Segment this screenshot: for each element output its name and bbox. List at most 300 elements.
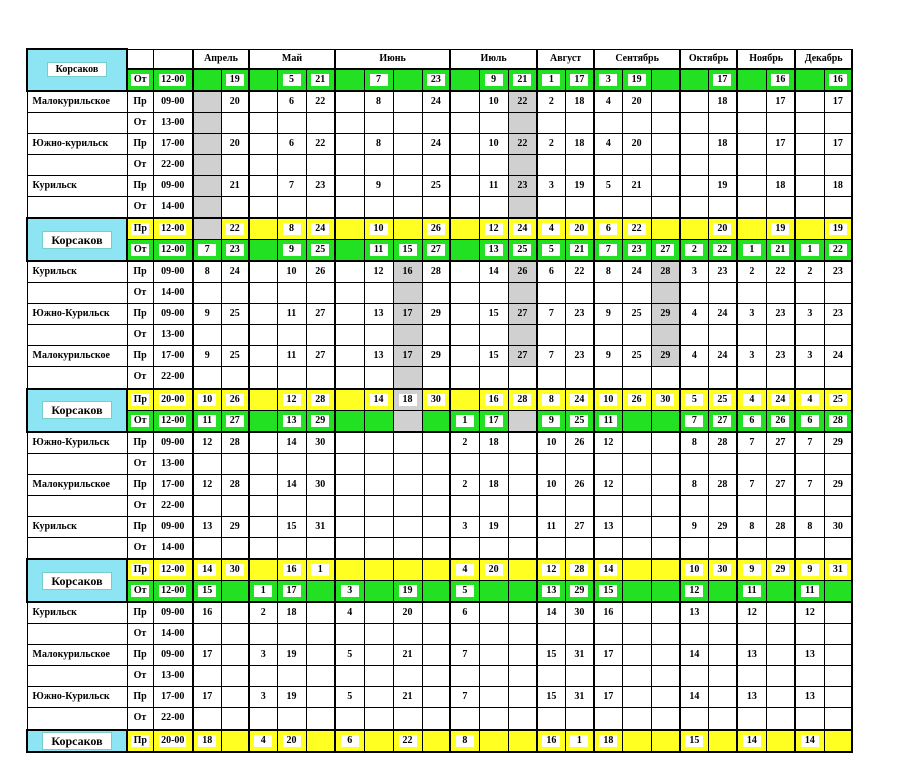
- day-cell: [277, 537, 306, 559]
- day-cell: [537, 112, 565, 133]
- day-cell: [450, 389, 479, 411]
- day-value: 12: [485, 223, 503, 235]
- day-value: 11: [743, 585, 761, 597]
- day-cell: [795, 218, 824, 240]
- day-cell: 19: [565, 175, 594, 196]
- place-name: Южно-Курильск: [27, 432, 127, 454]
- day-cell: [221, 283, 249, 304]
- day-cell: [766, 240, 795, 262]
- day-cell: [508, 645, 537, 666]
- day-value: 11: [198, 415, 216, 427]
- day-cell: 29: [651, 346, 680, 367]
- day-cell: [450, 69, 479, 91]
- day-cell: [766, 708, 795, 730]
- korsakov-cell: [27, 389, 127, 432]
- day-cell: 6: [537, 261, 565, 283]
- day-cell: 15: [537, 687, 565, 708]
- day-cell: [824, 283, 852, 304]
- day-cell: [479, 666, 508, 687]
- day-cell: [737, 325, 766, 346]
- time-label: 22-00: [153, 708, 193, 730]
- schedule-row: [27, 240, 880, 262]
- day-cell: [422, 687, 450, 708]
- day-cell: [422, 537, 450, 559]
- day-cell: [795, 708, 824, 730]
- day-cell: [824, 537, 852, 559]
- day-cell: [479, 389, 508, 411]
- day-cell: [249, 112, 277, 133]
- cell-value: 12-00: [161, 585, 185, 597]
- day-cell: 29: [708, 516, 737, 537]
- day-cell: 13: [795, 645, 824, 666]
- day-cell: [737, 283, 766, 304]
- day-cell: [479, 69, 508, 91]
- day-cell: [680, 325, 708, 346]
- day-cell: [277, 112, 306, 133]
- day-cell: [393, 730, 422, 752]
- day-cell: [594, 537, 622, 559]
- day-cell: 18: [565, 133, 594, 154]
- day-cell: [622, 112, 651, 133]
- day-cell: 12: [594, 474, 622, 495]
- day-cell: [221, 581, 249, 603]
- day-cell: 17: [393, 346, 422, 367]
- day-cell: 8: [737, 516, 766, 537]
- day-value: 4: [801, 394, 819, 406]
- day-value: 22: [226, 223, 244, 235]
- cell-value: От: [131, 244, 149, 256]
- day-cell: [824, 645, 852, 666]
- day-cell: [766, 453, 795, 474]
- day-value: 12: [685, 585, 703, 597]
- schedule-row: [27, 537, 880, 559]
- day-cell: [450, 495, 479, 516]
- day-cell: [277, 325, 306, 346]
- day-cell: [537, 69, 565, 91]
- day-cell: [249, 69, 277, 91]
- day-cell: [422, 112, 450, 133]
- day-cell: [422, 516, 450, 537]
- day-value: 1: [311, 564, 329, 576]
- day-cell: [306, 581, 335, 603]
- schedule-row: [27, 645, 880, 666]
- day-cell: 22: [565, 261, 594, 283]
- day-cell: [479, 154, 508, 175]
- day-cell: [795, 133, 824, 154]
- day-cell: [393, 410, 422, 432]
- day-cell: [249, 581, 277, 603]
- direction-label: От: [127, 154, 153, 175]
- day-value: 21: [771, 244, 789, 256]
- day-cell: [651, 474, 680, 495]
- day-value: 28: [829, 415, 847, 427]
- schedule-row: [27, 304, 880, 325]
- day-cell: 26: [306, 261, 335, 283]
- day-cell: [221, 69, 249, 91]
- day-cell: [766, 283, 795, 304]
- place-name: Южно-Курильск: [27, 304, 127, 325]
- day-cell: [249, 410, 277, 432]
- day-cell: [277, 666, 306, 687]
- day-cell: 23: [565, 304, 594, 325]
- day-cell: [565, 154, 594, 175]
- direction-label: [127, 240, 153, 262]
- direction-label: От: [127, 283, 153, 304]
- day-value: 21: [513, 74, 531, 86]
- direction-label: Пр: [127, 474, 153, 495]
- day-cell: 31: [565, 645, 594, 666]
- day-cell: [249, 196, 277, 218]
- day-cell: 25: [422, 175, 450, 196]
- day-value: 14: [198, 564, 216, 576]
- day-cell: [537, 708, 565, 730]
- month-header: Октябрь: [680, 49, 737, 69]
- day-cell: [508, 666, 537, 687]
- day-cell: [221, 112, 249, 133]
- day-value: 11: [370, 244, 388, 256]
- day-cell: [737, 112, 766, 133]
- day-cell: [479, 196, 508, 218]
- day-cell: [508, 708, 537, 730]
- day-cell: [651, 154, 680, 175]
- day-cell: [508, 112, 537, 133]
- day-value: 29: [771, 564, 789, 576]
- day-cell: 29: [824, 474, 852, 495]
- day-cell: [335, 410, 364, 432]
- day-cell: [824, 112, 852, 133]
- direction-label: От: [127, 708, 153, 730]
- day-value: 31: [829, 564, 847, 576]
- day-cell: [651, 581, 680, 603]
- day-cell: [221, 708, 249, 730]
- day-value: 24: [570, 394, 588, 406]
- day-value: 27: [226, 415, 244, 427]
- day-cell: [221, 624, 249, 645]
- day-value: 17: [485, 415, 503, 427]
- day-cell: [594, 283, 622, 304]
- day-cell: 14: [277, 474, 306, 495]
- day-cell: 19: [479, 516, 508, 537]
- day-value: 25: [570, 415, 588, 427]
- day-cell: [508, 367, 537, 389]
- day-cell: [824, 154, 852, 175]
- day-value: 1: [801, 244, 819, 256]
- day-cell: [565, 218, 594, 240]
- day-cell: 18: [766, 175, 795, 196]
- day-cell: 4: [680, 346, 708, 367]
- day-cell: [422, 410, 450, 432]
- day-cell: 24: [422, 91, 450, 113]
- day-cell: [249, 474, 277, 495]
- day-cell: [306, 708, 335, 730]
- day-cell: [306, 218, 335, 240]
- day-value: 3: [341, 585, 359, 597]
- day-cell: [508, 283, 537, 304]
- day-cell: 28: [708, 432, 737, 454]
- day-value: 27: [427, 244, 445, 256]
- day-cell: 7: [277, 175, 306, 196]
- day-cell: 23: [766, 304, 795, 325]
- schedule-row: [27, 432, 880, 454]
- day-cell: [651, 112, 680, 133]
- place-name: [27, 196, 127, 218]
- day-cell: [708, 495, 737, 516]
- day-cell: 7: [795, 432, 824, 454]
- schedule-row: [27, 474, 880, 495]
- place-name: Курильск: [27, 175, 127, 196]
- day-cell: [651, 730, 680, 752]
- day-value: 6: [801, 415, 819, 427]
- schedule-row: [27, 730, 880, 752]
- day-cell: [193, 389, 221, 411]
- day-cell: [622, 196, 651, 218]
- day-cell: [537, 283, 565, 304]
- day-cell: [766, 666, 795, 687]
- day-value: 18: [599, 735, 617, 747]
- day-cell: [193, 453, 221, 474]
- day-value: 15: [399, 244, 417, 256]
- day-cell: 7: [450, 645, 479, 666]
- schedule-row: [27, 346, 880, 367]
- day-cell: [680, 69, 708, 91]
- schedule-row: [27, 367, 880, 389]
- day-cell: [537, 154, 565, 175]
- day-value: 25: [713, 394, 731, 406]
- day-cell: [622, 537, 651, 559]
- time-label: [153, 389, 193, 411]
- day-cell: [708, 624, 737, 645]
- day-cell: [537, 410, 565, 432]
- direction-label: Пр: [127, 432, 153, 454]
- schedule-row: [27, 261, 880, 283]
- day-cell: 3: [737, 346, 766, 367]
- day-value: 19: [226, 74, 244, 86]
- day-cell: [306, 624, 335, 645]
- direction-label: [127, 410, 153, 432]
- day-cell: 15: [479, 346, 508, 367]
- day-cell: [193, 708, 221, 730]
- day-cell: [193, 91, 221, 113]
- cell-value: 12-00: [161, 564, 185, 576]
- day-cell: [824, 602, 852, 624]
- day-cell: [393, 537, 422, 559]
- day-cell: [508, 432, 537, 454]
- day-value: 8: [283, 223, 301, 235]
- day-cell: [737, 240, 766, 262]
- korsakov-cell: [27, 730, 127, 752]
- day-cell: [422, 624, 450, 645]
- day-cell: 20: [393, 602, 422, 624]
- day-cell: [193, 559, 221, 581]
- cell-value: Пр: [131, 223, 149, 235]
- header-row: [27, 49, 880, 69]
- day-cell: [249, 133, 277, 154]
- place-name: [27, 666, 127, 687]
- place-name: Малокурильское: [27, 645, 127, 666]
- day-cell: [565, 495, 594, 516]
- day-cell: [651, 389, 680, 411]
- day-cell: [680, 495, 708, 516]
- day-cell: 22: [508, 133, 537, 154]
- month-header: Июль: [450, 49, 537, 69]
- day-value: 13: [283, 415, 301, 427]
- day-cell: 19: [708, 175, 737, 196]
- day-value: 12: [542, 564, 560, 576]
- day-cell: 12: [795, 602, 824, 624]
- day-value: 22: [829, 244, 847, 256]
- day-cell: [249, 91, 277, 113]
- day-cell: 28: [651, 261, 680, 283]
- place-name: [27, 708, 127, 730]
- day-cell: [277, 581, 306, 603]
- day-cell: [680, 581, 708, 603]
- day-cell: [221, 559, 249, 581]
- time-label: 13-00: [153, 325, 193, 346]
- day-cell: [422, 495, 450, 516]
- day-value: 29: [311, 415, 329, 427]
- day-cell: [393, 367, 422, 389]
- day-value: 22: [399, 735, 417, 747]
- day-cell: [565, 537, 594, 559]
- day-cell: 17: [824, 133, 852, 154]
- day-cell: [422, 559, 450, 581]
- day-cell: [393, 495, 422, 516]
- time-label: 09-00: [153, 645, 193, 666]
- day-cell: [680, 91, 708, 113]
- day-cell: 24: [622, 261, 651, 283]
- direction-label: Пр: [127, 346, 153, 367]
- day-cell: [306, 154, 335, 175]
- day-value: 4: [254, 735, 272, 747]
- day-value: 11: [599, 415, 617, 427]
- day-value: 23: [226, 244, 244, 256]
- day-cell: [364, 453, 393, 474]
- day-cell: [422, 730, 450, 752]
- day-cell: [277, 453, 306, 474]
- day-cell: [622, 559, 651, 581]
- schedule-row: [27, 69, 880, 91]
- day-cell: [565, 730, 594, 752]
- day-cell: [393, 708, 422, 730]
- place-name: Малокурильское: [27, 474, 127, 495]
- time-label: 09-00: [153, 516, 193, 537]
- day-cell: [479, 283, 508, 304]
- day-cell: [708, 389, 737, 411]
- day-cell: [364, 283, 393, 304]
- day-value: 10: [599, 394, 617, 406]
- day-value: 24: [311, 223, 329, 235]
- day-cell: [393, 453, 422, 474]
- day-cell: [249, 218, 277, 240]
- time-label: [153, 69, 193, 91]
- day-cell: 9: [193, 346, 221, 367]
- day-cell: 28: [766, 516, 795, 537]
- day-value: 26: [427, 223, 445, 235]
- day-cell: [249, 304, 277, 325]
- day-cell: 21: [393, 645, 422, 666]
- day-cell: [680, 624, 708, 645]
- day-cell: [565, 389, 594, 411]
- day-cell: 22: [766, 261, 795, 283]
- day-cell: [306, 69, 335, 91]
- day-cell: 24: [708, 346, 737, 367]
- day-cell: [622, 367, 651, 389]
- day-value: 15: [599, 585, 617, 597]
- day-cell: 7: [737, 432, 766, 454]
- day-value: 9: [283, 244, 301, 256]
- day-cell: [479, 537, 508, 559]
- day-value: 6: [341, 735, 359, 747]
- day-cell: 9: [193, 304, 221, 325]
- day-cell: [824, 687, 852, 708]
- day-cell: [565, 69, 594, 91]
- day-value: 18: [198, 735, 216, 747]
- day-cell: [565, 283, 594, 304]
- day-cell: [393, 325, 422, 346]
- day-cell: [193, 410, 221, 432]
- day-cell: 23: [508, 175, 537, 196]
- day-cell: [508, 218, 537, 240]
- schedule-row: [27, 175, 880, 196]
- day-cell: [622, 453, 651, 474]
- day-cell: 5: [335, 687, 364, 708]
- schedule-row: [27, 196, 880, 218]
- day-cell: [422, 474, 450, 495]
- day-cell: [508, 69, 537, 91]
- day-cell: [824, 410, 852, 432]
- day-cell: [335, 218, 364, 240]
- day-cell: [680, 133, 708, 154]
- day-cell: 30: [306, 474, 335, 495]
- day-cell: [622, 432, 651, 454]
- day-cell: [651, 559, 680, 581]
- day-value: 2: [685, 244, 703, 256]
- day-cell: [766, 581, 795, 603]
- day-cell: 27: [766, 432, 795, 454]
- time-label: 09-00: [153, 602, 193, 624]
- day-value: 14: [743, 735, 761, 747]
- day-cell: [594, 240, 622, 262]
- day-value: 8: [542, 394, 560, 406]
- day-cell: [364, 240, 393, 262]
- day-cell: [364, 112, 393, 133]
- day-cell: 2: [537, 91, 565, 113]
- day-cell: [508, 687, 537, 708]
- day-cell: [249, 175, 277, 196]
- day-cell: 2: [737, 261, 766, 283]
- day-cell: [221, 602, 249, 624]
- day-cell: 7: [450, 687, 479, 708]
- day-cell: [508, 730, 537, 752]
- day-value: 30: [427, 394, 445, 406]
- day-cell: 10: [479, 133, 508, 154]
- day-cell: [422, 602, 450, 624]
- day-cell: [422, 645, 450, 666]
- port-label: Корсаков: [42, 732, 111, 750]
- time-label: 13-00: [153, 453, 193, 474]
- port-label: Корсаков: [47, 62, 108, 77]
- day-value: 16: [283, 564, 301, 576]
- day-value: 30: [656, 394, 674, 406]
- day-cell: 13: [364, 304, 393, 325]
- day-cell: [335, 453, 364, 474]
- day-cell: [795, 91, 824, 113]
- day-cell: [824, 240, 852, 262]
- day-cell: [479, 453, 508, 474]
- day-cell: [221, 389, 249, 411]
- time-label: 22-00: [153, 367, 193, 389]
- day-cell: [249, 666, 277, 687]
